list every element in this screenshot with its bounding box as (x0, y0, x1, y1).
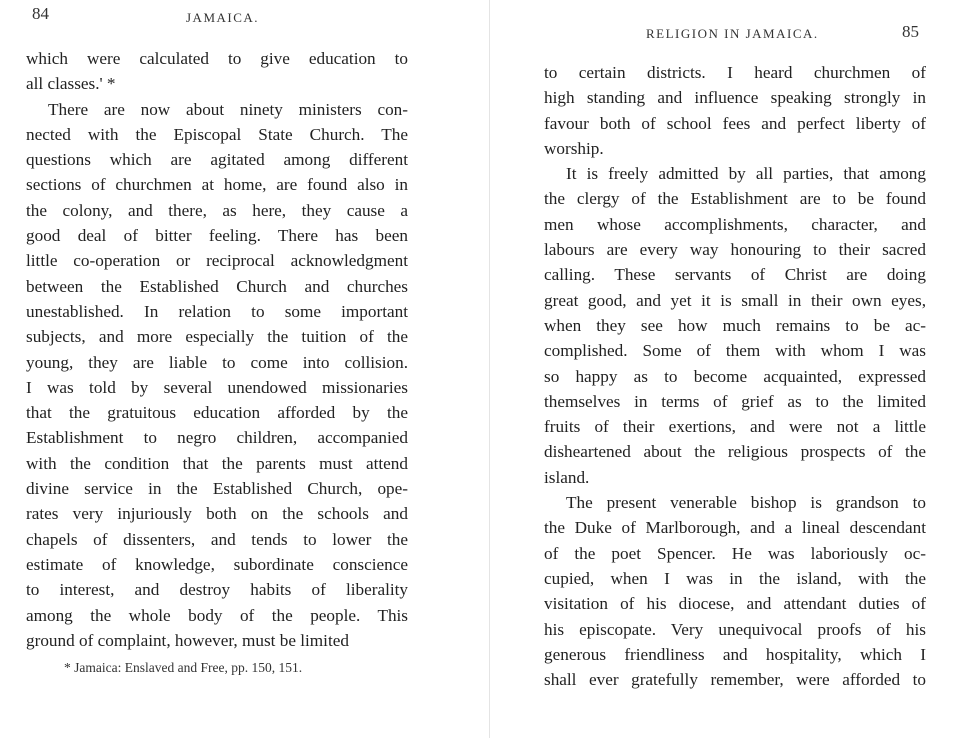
text-line: of the poet Spencer. He was laboriously oc- (544, 543, 926, 563)
text-line: great good, and yet it is small in their own eyes, (544, 290, 926, 310)
text-line: questions which are agitated among different (26, 150, 408, 170)
text-line: when they see how much remains to be ac- (544, 315, 926, 335)
text-line: the clergy of the Establishment are to be found (544, 189, 926, 209)
text-line: shall ever gratefully remember, were afforded to (544, 670, 926, 690)
text-line: generous friendliness and hospitality, which I (544, 644, 926, 664)
text-line: that the gratuitous education afforded by the (26, 403, 408, 423)
text-line: The present venerable bishop is grandson to (566, 493, 926, 513)
text-line: I was told by several unendowed missionaries (26, 377, 408, 397)
text-line: unestablished. In relation to some important (26, 301, 408, 321)
text-line: to certain districts. I heard churchmen of (544, 63, 926, 82)
text-line: the colony, and there, as here, they cause a (26, 200, 408, 220)
page-number: 84 (32, 4, 49, 23)
text-line: Establishment to negro children, accompanied (26, 428, 408, 448)
text-line: There are now about ninety ministers con- (48, 99, 408, 119)
text-line: nected with the Episcopal State Church. The (26, 124, 408, 144)
text-line: subjects, and more especially the tuition of the (26, 327, 408, 347)
page-number: 85 (902, 22, 919, 41)
text-line: fruits of their exertions, and were not a little (544, 417, 926, 437)
text-line: chapels of dissenters, and tends to lower the (26, 529, 408, 549)
text-line: disheartened about the religious prospects of the (544, 442, 926, 462)
text-line: ground of complaint, however, must be limited (26, 630, 349, 650)
text-line: men whose accomplishments, character, and (544, 214, 926, 234)
text-line: sections of churchmen at home, are found also in (26, 175, 408, 195)
footnote: * Jamaica: Enslaved and Free, pp. 150, 151. (64, 660, 303, 675)
running-head: JAMAICA. (186, 10, 260, 25)
text-line: worship. (544, 138, 604, 158)
text-line: good deal of bitter feeling. There has been (26, 226, 408, 246)
text-line: between the Established Church and churches (26, 276, 408, 296)
text-line: calling. These servants of Christ are doing (544, 265, 926, 285)
text-line: so happy as to become acquainted, expressed (544, 366, 926, 386)
text-line: estimate of knowledge, subordinate conscience (26, 554, 408, 574)
text-line: high standing and influence speaking strongly in (544, 88, 926, 108)
text-line: divine service in the Established Church, ope- (26, 479, 408, 499)
text-line: It is freely admitted by all parties, that among (566, 164, 926, 184)
text-line: complished. Some of them with whom I was (544, 341, 926, 361)
text-line: visitation of his diocese, and attendant duties of (544, 594, 926, 614)
text-line: cupied, when I was in the island, with the (544, 568, 926, 588)
body-text (26, 46, 408, 653)
text-line: young, they are liable to come into collision. (26, 352, 408, 372)
text-line: rates very injuriously both on the schools and (26, 504, 408, 524)
text-line: all classes.' * (26, 74, 116, 94)
body-text (544, 60, 926, 692)
text-line: little co-operation or reciprocal acknowledgment (26, 251, 408, 271)
text-line: his episcopate. Very unequivocal proofs of his (544, 619, 926, 639)
text-line: favour both of school fees and perfect liberty of (544, 113, 926, 133)
running-head: RELIGION IN JAMAICA. (646, 26, 819, 41)
text-line: island. (544, 467, 590, 487)
text-line: themselves in terms of grief as to the limited (544, 391, 926, 411)
right-page (490, 0, 980, 738)
text-line: to interest, and destroy habits of liberality (26, 580, 408, 600)
text-line: among the whole body of the people. This (26, 605, 408, 625)
text-line: which were calculated to give education to (26, 49, 408, 68)
text-line: the Duke of Marlborough, and a lineal descendant (544, 518, 926, 538)
text-line: labours are every way honouring to their sacred (544, 240, 926, 260)
text-line: with the condition that the parents must attend (26, 453, 408, 473)
